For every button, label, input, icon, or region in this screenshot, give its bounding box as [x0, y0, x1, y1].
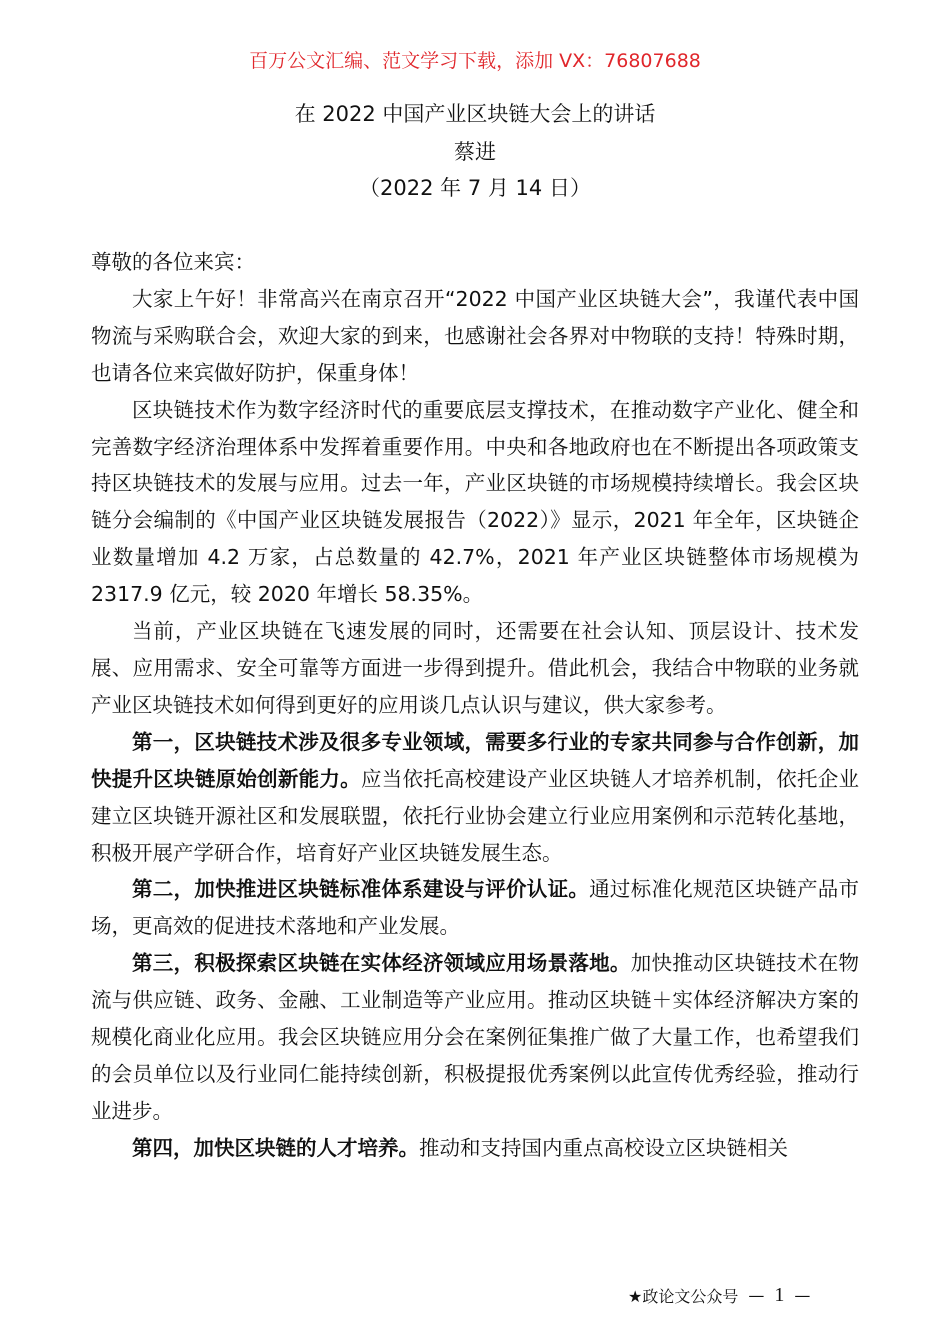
paragraph	[91, 871, 859, 945]
paragraph-text: 大家上午好！非常高兴在南京召开“2022 中国产业区块链大会”，我谨代表中国物流与采购联合会，欢迎大家的到来，也感谢社会各界对中物联的支持！特殊时期，也请各位来宾做好防护，保重身体！	[91, 286, 859, 385]
document-body	[91, 244, 859, 1167]
paragraph	[91, 1130, 859, 1167]
paragraph-lead: 第一，区块链技术涉及很多专业领域，需要多行业的专家共同参与合作创新，加快提升区块链原始创新能力。	[91, 729, 859, 791]
paragraph-lead: 第三，积极探索区块链在实体经济领域应用场景落地。	[132, 951, 631, 976]
date: （2022 年 7 月 14 日）	[359, 176, 591, 200]
page-footer	[628, 1284, 810, 1307]
paragraph	[91, 281, 859, 392]
salutation: 尊敬的各位来宾：	[91, 250, 255, 274]
dash: —	[748, 1286, 765, 1305]
page-number: 1	[774, 1284, 785, 1306]
paragraph	[91, 613, 859, 724]
paragraph	[91, 945, 859, 1130]
paragraph-lead: 第二，加快推进区块链标准体系建设与评价认证。	[132, 877, 590, 902]
paragraph-text: 加快推动区块链技术在物流与供应链、政务、金融、工业制造等产业应用。推动区块链＋实体经济解决方案的规模化商业化应用。我会区块链应用分会在案例征集推广做了大量工作，也希望我们的会员单位以及行业同仁能持续创新，积极提报优秀案例以此宣传优秀经验，推动行业进步。	[91, 951, 860, 1123]
dash: —	[794, 1286, 811, 1305]
document-title: 在 2022 中国产业区块链大会上的讲话	[294, 102, 656, 126]
paragraph	[91, 724, 859, 872]
paragraph-text: 通过标准化规范区块链产品市场，更高效的促进技术落地和产业发展。	[91, 877, 860, 939]
paragraph-text: 当前，产业区块链在飞速发展的同时，还需要在社会认知、顶层设计、技术发展、应用需求、安全可靠等方面进一步得到提升。借此机会，我结合中物联的业务就产业区块链技术如何得到更好的应用谈几点认识与建议，供大家参考。	[91, 619, 859, 717]
paragraph-text: 推动和支持国内重点高校设立区块链相关	[419, 1135, 788, 1160]
paragraph-text: 应当依托高校建设产业区块链人才培养机制，依托企业建立区块链开源社区和发展联盟，依托行业协会建立行业应用案例和示范转化基地，积极开展产学研合作，培育好产业区块链发展生态。	[91, 766, 860, 865]
footer-label: ★政论文公众号	[628, 1287, 739, 1306]
author: 蔡进	[454, 140, 496, 164]
paragraph-text: 区块链技术作为数字经济时代的重要底层支撑技术，在推动数字产业化、健全和完善数字经济治理体系中发挥着重要作用。中央和各地政府也在不断提出各项政策支持区块链技术的发展与应用。过去一年，产业区块链的市场规模持续增长。我会区块链分会编制的《中国产业区块链发展报告（2022）》显示，2021 年全年，区块链企业数量增加 4.2 万家，占总数量的 42.7%，2021 年产业区块链整体市场规模为 2317.9 亿元，较 2020 年增长 58.35%。	[91, 397, 859, 607]
paragraph-lead: 第四，加快区块链的人才培养。	[132, 1135, 419, 1160]
paragraph	[91, 392, 859, 613]
watermark-banner: 百万公文汇编、范文学习下载，添加 VX：76807688	[249, 50, 701, 72]
